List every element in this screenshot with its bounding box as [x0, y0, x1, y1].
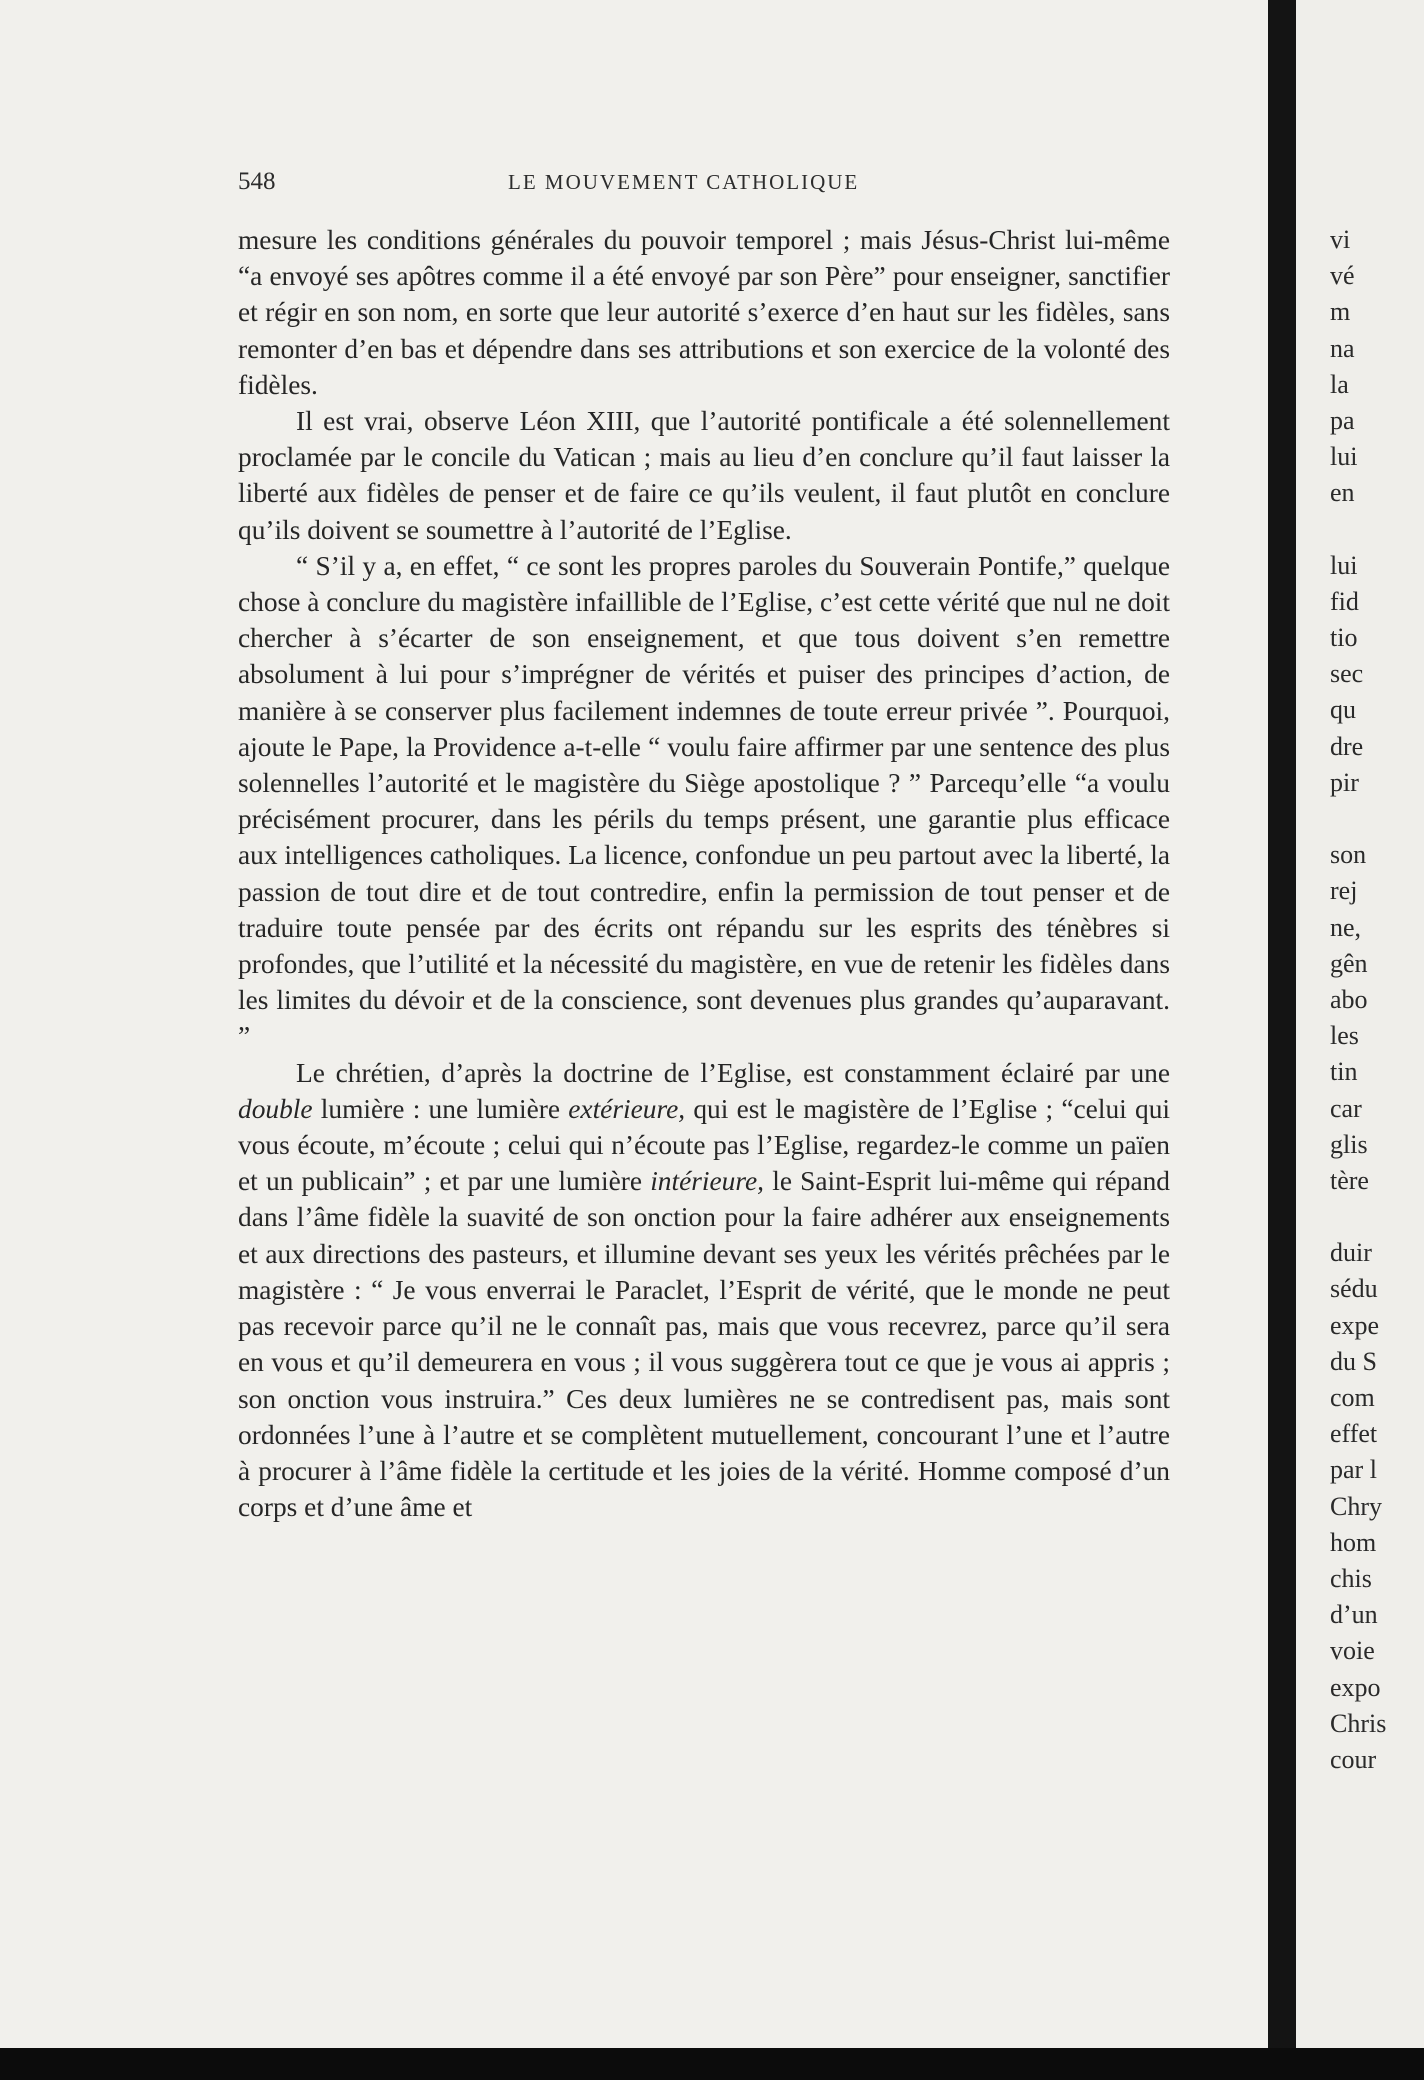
right-page-line: lui	[1330, 442, 1358, 472]
right-page-line: glis	[1330, 1129, 1368, 1159]
right-page-line	[1330, 801, 1424, 837]
running-head	[238, 168, 1170, 204]
right-page-line: Chry	[1330, 1491, 1382, 1521]
right-page-line: car	[1330, 1093, 1362, 1123]
right-page-line: du S	[1330, 1346, 1377, 1376]
paragraph-1: mesure les conditions générales du pouvoir temporel ; mais Jésus-Christ lui-même “a envoyé ses apôtres comme il a été envoyé par son Père” pour enseigner, sanctifier et régir en son nom, en sorte que leur autorité s’exerce d’en haut sur les fidèles, sans remonter d’en bas et dépendre dans ses attributions et son exercice de la volonté des fidèles.	[238, 225, 1170, 400]
emphasis-interieure: intérieure,	[650, 1166, 765, 1197]
right-page-line: vi	[1330, 225, 1351, 254]
right-page-line: expo	[1330, 1672, 1381, 1702]
paragraph-4	[238, 1055, 1170, 1526]
right-page-line: hom	[1330, 1527, 1377, 1557]
body-text	[238, 222, 1170, 1525]
right-page-line: com	[1330, 1383, 1375, 1412]
right-page-line: pir	[1330, 767, 1359, 797]
paragraph-4-text-1: Le chrétien, d’après la doctrine de l’Eglise, est constamment éclairé par une	[296, 1057, 1170, 1088]
right-page-line: son	[1330, 840, 1367, 870]
right-page-line: gên	[1330, 948, 1368, 978]
right-page-line	[1330, 1199, 1424, 1235]
paragraph-4-text-3: qui est le magistère de l’Eglise ; “celui qui vous écoute, m’écoute ; celui qui n’écoute pas l’Eglise, regardez-le comme un païen et un publicain” ; et par une lumière	[238, 1093, 1170, 1197]
right-page-line: en	[1330, 478, 1355, 508]
paragraph-2: Il est vrai, observe Léon XIII, que l’autorité pontificale a été solennellement proclamée par le concile du Vatican ; mais au lieu d’en conclure qu’il faut laisser la liberté aux fidèles de penser et de faire ce qu’ils veulent, il faut plutôt en conclure qu’ils doivent se soumettre à l’autorité de l’Eglise.	[238, 406, 1170, 545]
right-page-line: ne,	[1330, 912, 1362, 942]
right-page-line: sec	[1330, 659, 1364, 689]
book-gutter	[1268, 0, 1296, 2048]
right-page-line: lui	[1330, 550, 1358, 580]
scan-bottom-edge	[0, 2048, 1424, 2080]
right-page-line: abo	[1330, 984, 1368, 1014]
right-page-line: cour	[1330, 1744, 1377, 1774]
right-page-line: tin	[1330, 1057, 1358, 1087]
right-page-line: chis	[1330, 1563, 1372, 1593]
right-page-line: pa	[1330, 405, 1355, 435]
right-page-line: tio	[1330, 623, 1358, 653]
right-page-line: voie	[1330, 1636, 1375, 1666]
right-page-line: fid	[1330, 586, 1359, 616]
paragraph-3: “ S’il y a, en effet, “ ce sont les propres paroles du Souverain Pontife,” quelque chose à conclure du magistère infaillible de l’Eglise, c’est cette vérité que nul ne doit chercher à s’écarter de son enseignement, et que tous doivent s’en remettre absolument à lui pour s’imprégner de vérités et puiser des principes d’action, de manière à se conserver plus facilement indemnes de toute erreur privée ”. Pourquoi, ajoute le Pape, la Providence a-t-elle “ voulu faire affirmer par une sentence des plus solennelles l’autorité et le magistère du Siège apostolique ? ” Parcequ’elle “a voulu précisément procurer, dans les périls du temps présent, une garantie plus efficace aux intelligences catholiques. La licence, confondue un peu partout avec la liberté, la passion de tout dire et de tout contredire, enfin la permission de tout penser et de traduire toute pensée par des écrits ont répandu sur les esprits des ténèbres si profondes, que l’utilité et la nécessité du magistère, en vue de retenir les fidèles dans les limites du dévoir et de la conscience, sont devenues plus grandes qu’auparavant. ”	[238, 550, 1170, 1052]
right-page-line: rej	[1330, 876, 1358, 906]
right-page-line: par l	[1330, 1455, 1377, 1485]
right-page-line: effet	[1330, 1419, 1378, 1449]
right-page-line: Chris	[1330, 1708, 1387, 1738]
right-page-line: les	[1330, 1021, 1359, 1051]
emphasis-double: double	[238, 1093, 313, 1124]
right-page-line: duir	[1330, 1238, 1372, 1268]
right-page-line: expe	[1330, 1310, 1380, 1340]
right-page-line: sédu	[1330, 1274, 1378, 1304]
right-page-line: m	[1330, 297, 1351, 327]
running-title: LE MOUVEMENT CATHOLIQUE	[508, 170, 860, 194]
page-number: 548	[238, 168, 276, 195]
right-page-line: dre	[1330, 731, 1364, 761]
right-page-fragment	[1296, 0, 1424, 2048]
emphasis-exterieure: extérieure,	[568, 1093, 686, 1124]
right-page-line: na	[1330, 333, 1355, 363]
paragraph-4-text-4: le Saint-Esprit lui-même qui répand dans l’âme fidèle la suavité de son onction pour la faire adhérer aux enseignements et aux directions des pasteurs, et illumine devant ses yeux les vérités prêchées par le magistère : “ Je vous enverrai le Paraclet, l’Esprit de vérité, que le monde ne peut pas recevoir parce qu’il ne le connaît pas, mais que vous recevrez, parce qu’il sera en vous et qu’il demeurera en vous ; il vous suggèrera tout ce que je vous ai appris ; son onction vous instruira.” Ces deux lumières ne se contredisent pas, mais sont ordonnées l’une à l’autre et se complètent mutuellement, concourant l’une et l’autre à procurer à l’âme fidèle la certitude et les joies de la vérité. Homme composé d’un corps et d’une âme et	[238, 1166, 1170, 1523]
right-page-line: qu	[1330, 695, 1356, 725]
right-page-line: vé	[1330, 261, 1355, 291]
right-page-lines	[1330, 222, 1424, 1778]
right-page-line	[1330, 512, 1424, 548]
paragraph-4-text-2: lumière : une lumière	[312, 1093, 569, 1124]
right-page-line: d’un	[1330, 1600, 1378, 1630]
right-page-line: la	[1330, 369, 1349, 399]
right-page-line: tère	[1330, 1165, 1369, 1195]
